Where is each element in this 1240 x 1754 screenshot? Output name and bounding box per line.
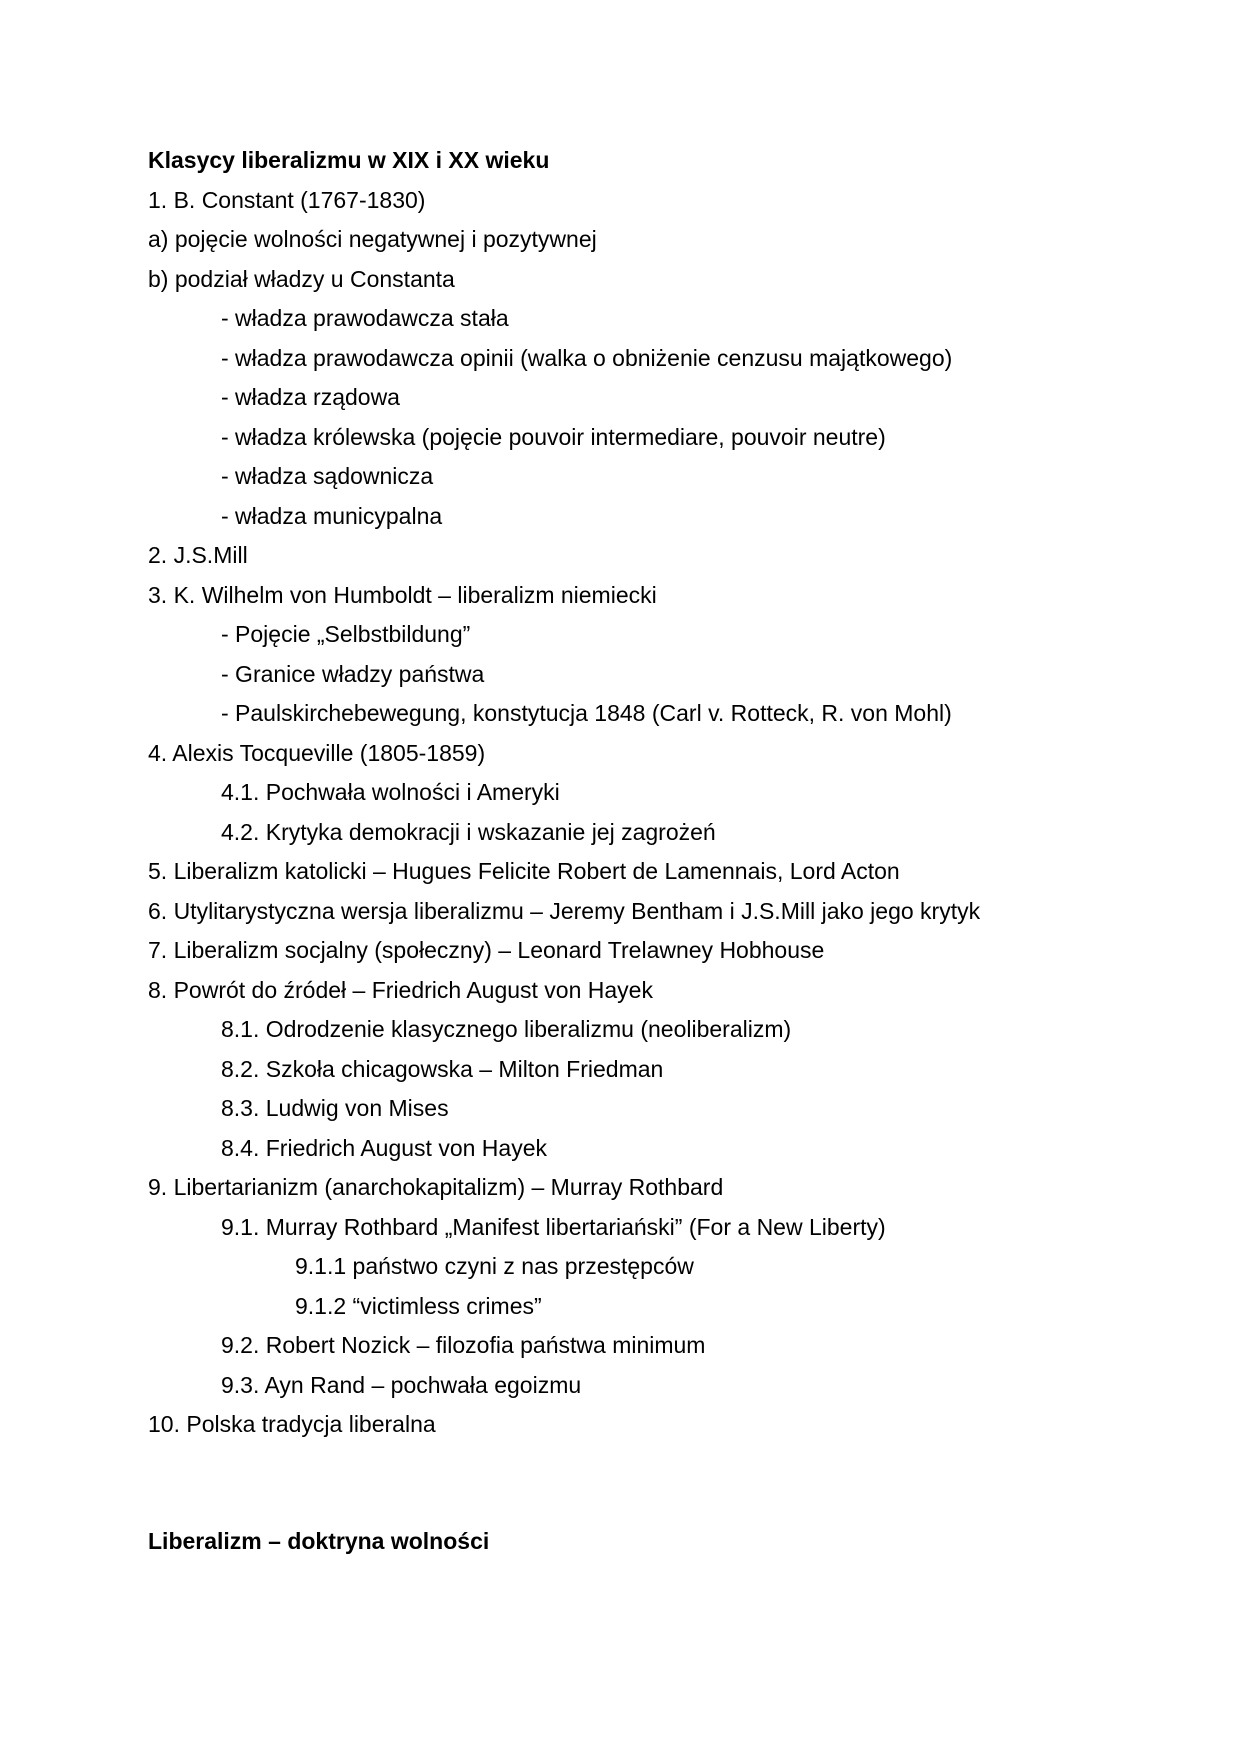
outline-item: - Granice władzy państwa	[221, 660, 485, 687]
outline-item: 9.1. Murray Rothbard „Manifest libertariański” (For a New Liberty)	[221, 1213, 886, 1240]
outline-item: 8.2. Szkoła chicagowska – Milton Friedman	[221, 1055, 664, 1082]
outline-item: 9.1.1 państwo czyni z nas przestępców	[295, 1253, 694, 1279]
outline-item: 4. Alexis Tocqueville (1805-1859)	[148, 739, 486, 766]
outline-item: b) podział władzy u Constanta	[148, 265, 455, 292]
outline-section	[148, 141, 1148, 1445]
section-heading-2: Liberalizm – doktryna wolności	[148, 1528, 490, 1554]
outline-item: 9.1.2 “victimless crimes”	[295, 1292, 542, 1319]
outline-item: 8. Powrót do źródeł – Friedrich August von Hayek	[148, 976, 653, 1003]
outline-item: 3. K. Wilhelm von Humboldt – liberalizm niemiecki	[148, 581, 657, 608]
outline-list	[148, 181, 1148, 1445]
outline-item: - władza sądownicza	[221, 463, 434, 489]
outline-item: 5. Liberalizm katolicki – Hugues Felicite Robert de Lamennais, Lord Acton	[148, 858, 900, 884]
outline-item: - władza królewska (pojęcie pouvoir intermediare, pouvoir neutre)	[221, 423, 886, 450]
outline-item: 8.3. Ludwig von Mises	[221, 1095, 449, 1121]
outline-item: 8.1. Odrodzenie klasycznego liberalizmu (neoliberalizm)	[221, 1016, 792, 1042]
outline-item: 9. Libertarianizm (anarchokapitalizm) – Murray Rothbard	[148, 1174, 724, 1200]
outline-item: 10. Polska tradycja liberalna	[148, 1411, 436, 1437]
outline-item: 2. J.S.Mill	[148, 542, 248, 568]
outline-item: 7. Liberalizm socjalny (społeczny) – Leonard Trelawney Hobhouse	[148, 937, 825, 963]
outline-item: 4.1. Pochwała wolności i Ameryki	[221, 779, 560, 805]
outline-item: 4.2. Krytyka demokracji i wskazanie jej zagrożeń	[221, 818, 716, 845]
outline-item: 9.3. Ayn Rand – pochwała egoizmu	[221, 1371, 582, 1398]
outline-item: a) pojęcie wolności negatywnej i pozytywnej	[148, 226, 597, 252]
outline-item: - władza prawodawcza stała	[221, 305, 509, 331]
outline-item: 9.2. Robert Nozick – filozofia państwa minimum	[221, 1332, 706, 1358]
second-section	[148, 1522, 1148, 1562]
section-heading: Klasycy liberalizmu w XIX i XX wieku	[148, 147, 550, 173]
outline-item: - władza municypalna	[221, 502, 443, 529]
outline-item: - władza prawodawcza opinii (walka o obniżenie cenzusu majątkowego)	[221, 344, 953, 371]
outline-item: 1. B. Constant (1767-1830)	[148, 186, 426, 213]
outline-item: 6. Utylitarystyczna wersja liberalizmu – Jeremy Bentham i J.S.Mill jako jego krytyk	[148, 897, 981, 924]
outline-item: - Paulskirchebewegung, konstytucja 1848 (Carl v. Rotteck, R. von Mohl)	[221, 700, 952, 726]
outline-item: - Pojęcie „Selbstbildung”	[221, 621, 471, 647]
outline-item: - władza rządowa	[221, 384, 400, 410]
outline-item: 8.4. Friedrich August von Hayek	[221, 1134, 547, 1161]
